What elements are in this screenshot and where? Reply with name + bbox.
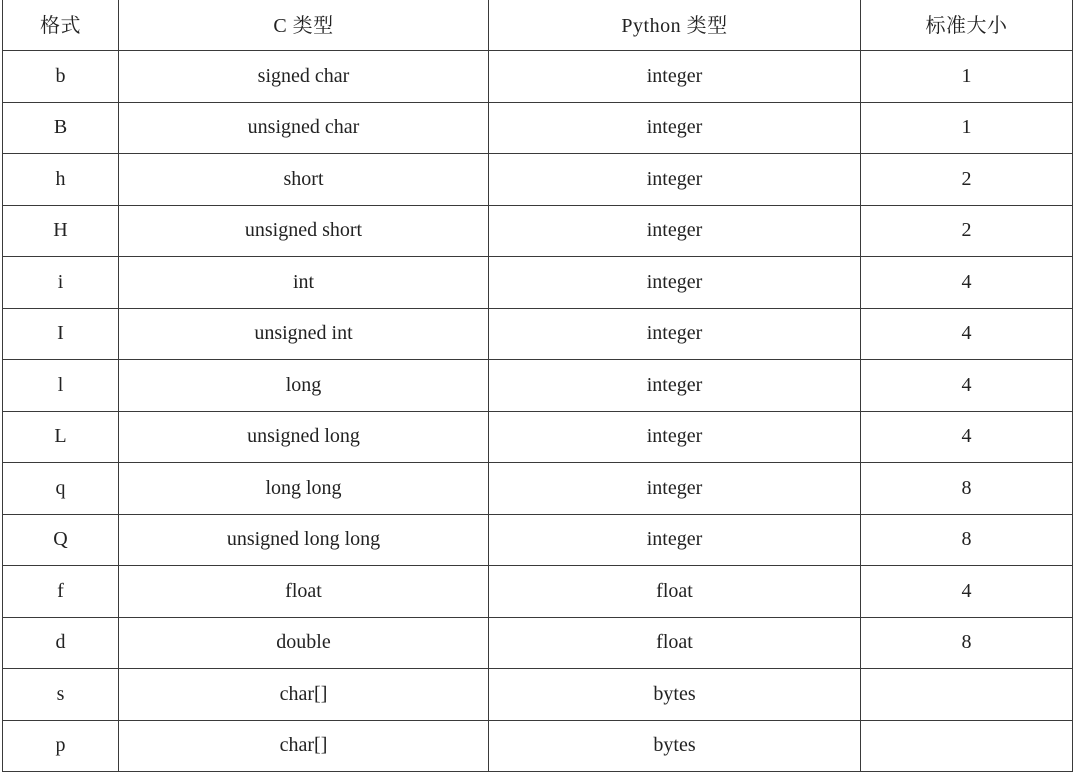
cell-c-type: unsigned int: [119, 308, 489, 360]
header-standard-size: 标准大小: [861, 0, 1073, 51]
cell-format: H: [3, 205, 119, 257]
cell-python-type: integer: [489, 411, 861, 463]
cell-c-type: short: [119, 154, 489, 206]
cell-python-type: integer: [489, 257, 861, 309]
cell-format: q: [3, 463, 119, 515]
cell-python-type: bytes: [489, 669, 861, 721]
table-row: [3, 205, 1073, 257]
cell-format: Q: [3, 514, 119, 566]
cell-python-type: integer: [489, 102, 861, 154]
cell-standard-size: 4: [861, 566, 1073, 618]
table-row: [3, 102, 1073, 154]
cell-c-type: long: [119, 360, 489, 412]
cell-python-type: integer: [489, 514, 861, 566]
table-row: [3, 617, 1073, 669]
cell-c-type: float: [119, 566, 489, 618]
header-format: 格式: [3, 0, 119, 51]
cell-c-type: unsigned long: [119, 411, 489, 463]
cell-format: B: [3, 102, 119, 154]
table-header: [3, 0, 1073, 51]
cell-format: l: [3, 360, 119, 412]
cell-c-type: int: [119, 257, 489, 309]
cell-standard-size: 4: [861, 411, 1073, 463]
cell-standard-size: 4: [861, 257, 1073, 309]
cell-c-type: unsigned short: [119, 205, 489, 257]
cell-standard-size: 1: [861, 102, 1073, 154]
header-c-type: C 类型: [119, 0, 489, 51]
table-row: [3, 566, 1073, 618]
cell-python-type: float: [489, 617, 861, 669]
cell-c-type: long long: [119, 463, 489, 515]
table-row: [3, 720, 1073, 772]
cell-format: s: [3, 669, 119, 721]
table-row: [3, 257, 1073, 309]
cell-c-type: unsigned char: [119, 102, 489, 154]
cell-format: i: [3, 257, 119, 309]
cell-format: h: [3, 154, 119, 206]
table-row: [3, 154, 1073, 206]
cell-python-type: integer: [489, 308, 861, 360]
cell-standard-size: 8: [861, 514, 1073, 566]
cell-format: d: [3, 617, 119, 669]
table-body: [3, 51, 1073, 772]
cell-c-type: char[]: [119, 720, 489, 772]
header-python-type: Python 类型: [489, 0, 861, 51]
cell-standard-size: 4: [861, 360, 1073, 412]
table-row: [3, 411, 1073, 463]
format-table: [2, 0, 1073, 772]
cell-python-type: float: [489, 566, 861, 618]
cell-standard-size: 8: [861, 463, 1073, 515]
cell-standard-size: 1: [861, 51, 1073, 103]
cell-format: f: [3, 566, 119, 618]
cell-c-type: unsigned long long: [119, 514, 489, 566]
cell-python-type: integer: [489, 154, 861, 206]
cell-standard-size: 8: [861, 617, 1073, 669]
cell-c-type: double: [119, 617, 489, 669]
table-row: [3, 669, 1073, 721]
cell-python-type: integer: [489, 205, 861, 257]
table-row: [3, 308, 1073, 360]
cell-standard-size: [861, 669, 1073, 721]
cell-python-type: integer: [489, 51, 861, 103]
table-row: [3, 51, 1073, 103]
cell-python-type: integer: [489, 360, 861, 412]
cell-standard-size: 2: [861, 205, 1073, 257]
cell-standard-size: 4: [861, 308, 1073, 360]
cell-format: L: [3, 411, 119, 463]
cell-standard-size: 2: [861, 154, 1073, 206]
table-row: [3, 360, 1073, 412]
table-row: [3, 514, 1073, 566]
header-row: [3, 0, 1073, 51]
cell-c-type: signed char: [119, 51, 489, 103]
cell-python-type: bytes: [489, 720, 861, 772]
cell-format: I: [3, 308, 119, 360]
cell-format: p: [3, 720, 119, 772]
table-row: [3, 463, 1073, 515]
cell-standard-size: [861, 720, 1073, 772]
cell-python-type: integer: [489, 463, 861, 515]
cell-format: b: [3, 51, 119, 103]
cell-c-type: char[]: [119, 669, 489, 721]
